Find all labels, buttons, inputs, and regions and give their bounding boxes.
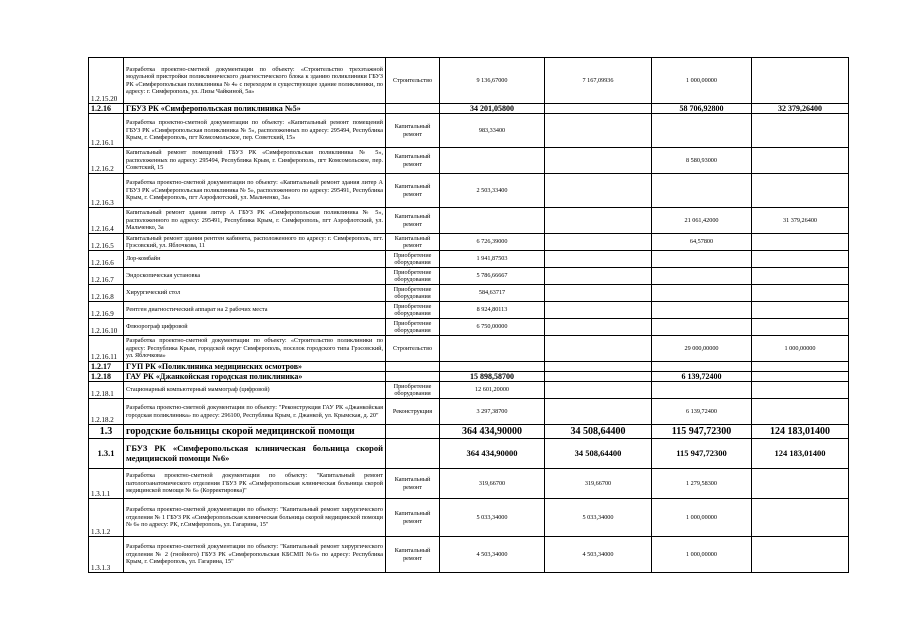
row-value-3 xyxy=(652,302,752,319)
table-row xyxy=(89,499,849,537)
row-description: Стационарный компьютерный маммограф (цифровой) xyxy=(124,382,386,399)
row-value-1: 15 898,58700 xyxy=(440,372,545,382)
row-value-1: 4 503,34000 xyxy=(440,537,545,573)
row-value-2 xyxy=(545,382,652,399)
row-value-4 xyxy=(752,285,849,302)
row-value-4 xyxy=(752,302,849,319)
row-value-4 xyxy=(752,114,849,148)
row-value-3: 115 947,72300 xyxy=(652,425,752,439)
row-value-1: 5 786,66667 xyxy=(440,268,545,285)
row-work-type: Капитальный ремонт xyxy=(386,499,440,537)
row-value-1: 8 924,80113 xyxy=(440,302,545,319)
row-value-4 xyxy=(752,319,849,336)
row-code: 1.3.1.3 xyxy=(89,537,124,573)
row-value-2 xyxy=(545,268,652,285)
row-code: 1.2.16.10 xyxy=(89,319,124,336)
table-row xyxy=(89,319,849,336)
row-value-2: 34 508,64400 xyxy=(545,425,652,439)
row-value-1: 983,33400 xyxy=(440,114,545,148)
row-value-1: 364 434,90000 xyxy=(440,425,545,439)
row-description: Лор-комбайн xyxy=(124,251,386,268)
row-value-1 xyxy=(440,208,545,234)
row-value-1: 5 033,34000 xyxy=(440,499,545,537)
table-row xyxy=(89,372,849,382)
row-value-2 xyxy=(545,174,652,208)
row-value-1 xyxy=(440,148,545,174)
row-code: 1.2.16.6 xyxy=(89,251,124,268)
table-row xyxy=(89,399,849,425)
row-value-2 xyxy=(545,399,652,425)
row-description: Разработка проектно-сметной документации по объекту: "Капитальный ремонт хирургического отделения № 2 (гнойного) ГБУЗ РК «Симферопольская КБСМП №6» по адресу: Республика Крым, г. Симферополь, ул. Гагарина, 15" xyxy=(124,537,386,573)
row-work-type: Приобретение оборудования xyxy=(386,302,440,319)
row-value-4 xyxy=(752,372,849,382)
row-work-type: Приобретение оборудования xyxy=(386,382,440,399)
row-work-type: Приобретение оборудования xyxy=(386,251,440,268)
row-value-2 xyxy=(545,372,652,382)
row-value-1: 12 601,20000 xyxy=(440,382,545,399)
row-work-type: Капитальный ремонт xyxy=(386,114,440,148)
row-code: 1.2.18.2 xyxy=(89,399,124,425)
row-work-type: Капитальный ремонт xyxy=(386,234,440,251)
row-value-2: 319,66700 xyxy=(545,469,652,499)
row-value-4 xyxy=(752,382,849,399)
row-code: 1.2.16.5 xyxy=(89,234,124,251)
row-value-1: 34 201,05800 xyxy=(440,104,545,114)
row-value-3: 1 000,00000 xyxy=(652,499,752,537)
row-value-3: 58 706,92800 xyxy=(652,104,752,114)
table-row xyxy=(89,439,849,469)
table-row xyxy=(89,285,849,302)
row-work-type: Приобретение оборудования xyxy=(386,285,440,302)
row-value-2 xyxy=(545,362,652,372)
row-description: ГАУ РК «Джанкойская городская поликлиника» xyxy=(124,372,386,382)
row-description: городские больницы скорой медицинской помощи xyxy=(124,425,386,439)
row-code: 1.2.16.7 xyxy=(89,268,124,285)
table-row xyxy=(89,234,849,251)
row-code: 1.2.16.8 xyxy=(89,285,124,302)
row-description: Разработка проектно-сметной документации по объекту: "Реконструкция ГАУ РК «Джанкойская городская поликлиника» по адресу: 296100, Республика Крым, г. Джанкой, ул. Крымская, д. 20" xyxy=(124,399,386,425)
row-value-4 xyxy=(752,234,849,251)
budget-table xyxy=(88,57,849,573)
row-value-2 xyxy=(545,114,652,148)
row-value-1 xyxy=(440,362,545,372)
table-row xyxy=(89,336,849,362)
table-row xyxy=(89,537,849,573)
row-work-type: Капитальный ремонт xyxy=(386,208,440,234)
row-code: 1.2.16 xyxy=(89,104,124,114)
row-value-1 xyxy=(440,336,545,362)
row-description: Капитальный ремонт здания рентген кабинета, расположенного по адресу: г. Симферополь, пгт. Грэсовский, ул. Яблочкова, 11 xyxy=(124,234,386,251)
row-description: Хирургический стол xyxy=(124,285,386,302)
table-row xyxy=(89,469,849,499)
row-description: ГБУЗ РК «Симферопольская поликлиника №5» xyxy=(124,104,386,114)
row-value-3 xyxy=(652,362,752,372)
row-work-type xyxy=(386,362,440,372)
row-value-3: 115 947,72300 xyxy=(652,439,752,469)
row-work-type xyxy=(386,372,440,382)
row-value-4 xyxy=(752,362,849,372)
row-value-4 xyxy=(752,174,849,208)
row-code: 1.2.16.3 xyxy=(89,174,124,208)
row-code: 1.2.17 xyxy=(89,362,124,372)
row-code: 1.3.1.1 xyxy=(89,469,124,499)
row-description: Капитальный ремонт здания литер А ГБУЗ РК «Симферопольская поликлиника № 5», расположенного по адресу: 295491, Республика Крым, г. Симферополь, пгт Аэрофлотский, ул. Мальченко, 3а xyxy=(124,208,386,234)
row-value-2 xyxy=(545,336,652,362)
table-row xyxy=(89,58,849,104)
row-work-type xyxy=(386,104,440,114)
row-value-3: 29 000,00000 xyxy=(652,336,752,362)
row-work-type xyxy=(386,425,440,439)
row-description: Разработка проектно-сметной документации по объекту: «Строительство трехэтажной модульной пристройки поликлинического диагностического блока к зданию поликлиники ГБУЗ РК «Симферопольская поликлиника № 4» с переходом в существующее здание поликлиники, по адресу: г. Симферополь, ул. Лизы Чайкиной, 5а» xyxy=(124,58,386,104)
row-value-2: 7 167,09936 xyxy=(545,58,652,104)
row-value-1: 1 941,87503 xyxy=(440,251,545,268)
row-work-type xyxy=(386,439,440,469)
table-row xyxy=(89,114,849,148)
table-row xyxy=(89,148,849,174)
table-row xyxy=(89,362,849,372)
row-work-type: Строительство xyxy=(386,336,440,362)
row-value-2 xyxy=(545,208,652,234)
row-value-2 xyxy=(545,234,652,251)
row-description: Флюорограф цифровой xyxy=(124,319,386,336)
row-value-3 xyxy=(652,319,752,336)
row-value-4: 1 000,00000 xyxy=(752,336,849,362)
row-value-2: 5 033,34000 xyxy=(545,499,652,537)
row-value-2 xyxy=(545,104,652,114)
row-description: Разработка проектно-сметной документации по объекту: «Капитальный ремонт здания литер А ГБУЗ РК «Симферопольская поликлиника № 5», расположенного по адресу: 295491, Республика Крым, г. Симферополь, пгт Аэрофлотский, ул. Мальченко, 3а» xyxy=(124,174,386,208)
row-value-1: 584,63717 xyxy=(440,285,545,302)
row-work-type: Капитальный ремонт xyxy=(386,174,440,208)
row-description: Разработка проектно-сметной документации по объекту: "Капитальный ремонт хирургического отделения № 1 ГБУЗ РК «Симферопольская клиническая больница скорой медицинской помощи № 6» по адресу: РК, г.Симферополь, ул. Гагарина, 15" xyxy=(124,499,386,537)
row-value-3 xyxy=(652,268,752,285)
row-value-1: 3 297,38700 xyxy=(440,399,545,425)
row-description: ГУП РК «Поликлиника медицинских осмотров» xyxy=(124,362,386,372)
row-work-type: Капитальный ремонт xyxy=(386,148,440,174)
row-value-4 xyxy=(752,251,849,268)
row-value-3 xyxy=(652,382,752,399)
row-value-3 xyxy=(652,285,752,302)
table-row xyxy=(89,302,849,319)
table-row xyxy=(89,382,849,399)
row-code: 1.3 xyxy=(89,425,124,439)
row-value-1: 319,66700 xyxy=(440,469,545,499)
row-work-type: Приобретение оборудования xyxy=(386,319,440,336)
row-value-1: 9 136,67000 xyxy=(440,58,545,104)
row-description: Эндоскопическая установка xyxy=(124,268,386,285)
row-value-2 xyxy=(545,302,652,319)
row-value-3 xyxy=(652,251,752,268)
row-code: 1.2.16.9 xyxy=(89,302,124,319)
row-code: 1.2.16.11 xyxy=(89,336,124,362)
row-value-4: 31 379,26400 xyxy=(752,208,849,234)
row-description: Разработка проектно-сметной документации по объекту: "Капитальный ремонт патологоанатомического отделения ГБУЗ РК «Симферопольская клиническая больница скорой медицинской помощи № 6» (Корректировка)" xyxy=(124,469,386,499)
row-description: ГБУЗ РК «Симферопольская клиническая больница скорой медицинской помощи №6» xyxy=(124,439,386,469)
row-value-4: 124 183,01400 xyxy=(752,439,849,469)
row-code: 1.3.1.2 xyxy=(89,499,124,537)
row-work-type: Приобретение оборудования xyxy=(386,268,440,285)
row-value-4 xyxy=(752,58,849,104)
row-value-2: 34 508,64400 xyxy=(545,439,652,469)
row-value-4: 32 379,26400 xyxy=(752,104,849,114)
row-value-3: 6 139,72400 xyxy=(652,372,752,382)
row-value-3: 8 580,93000 xyxy=(652,148,752,174)
document-sheet xyxy=(88,57,849,573)
row-description: Разработка проектно-сметной документации по объекту: «Капитальный ремонт помещений ГБУЗ РК «Симферопольская поликлиника № 5», расположенных по адресу: 295494, Республика Крым, г. Симферополь, пгт Комсомольское, пер. Советский, 15» xyxy=(124,114,386,148)
row-value-4 xyxy=(752,469,849,499)
row-value-3 xyxy=(652,174,752,208)
row-value-4 xyxy=(752,399,849,425)
row-value-1: 364 434,90000 xyxy=(440,439,545,469)
row-value-4: 124 183,01400 xyxy=(752,425,849,439)
row-value-2 xyxy=(545,285,652,302)
row-work-type: Строительство xyxy=(386,58,440,104)
row-description: Рентген диагностический аппарат на 2 рабочих места xyxy=(124,302,386,319)
row-value-1: 2 503,33400 xyxy=(440,174,545,208)
table-row xyxy=(89,268,849,285)
row-value-3 xyxy=(652,114,752,148)
row-description: Разработка проектно-сметной документации по объекту: «Строительство поликлиники по адресу: Республика Крым, городской округ Симферополь, поселок городского типа Грэсовский, ул. Яблочкова» xyxy=(124,336,386,362)
row-work-type: Капитальный ремонт xyxy=(386,537,440,573)
row-value-2: 4 503,34000 xyxy=(545,537,652,573)
row-code: 1.2.15.20 xyxy=(89,58,124,104)
row-code: 1.3.1 xyxy=(89,439,124,469)
row-value-2 xyxy=(545,251,652,268)
row-value-1: 6 726,39000 xyxy=(440,234,545,251)
row-work-type: Реконструкция xyxy=(386,399,440,425)
row-value-3: 21 061,42000 xyxy=(652,208,752,234)
row-value-4 xyxy=(752,499,849,537)
table-row xyxy=(89,208,849,234)
table-row xyxy=(89,251,849,268)
row-value-3: 1 279,58300 xyxy=(652,469,752,499)
row-value-3: 1 000,00000 xyxy=(652,58,752,104)
table-body xyxy=(89,58,849,573)
row-work-type: Капитальный ремонт xyxy=(386,469,440,499)
row-value-1: 6 750,00000 xyxy=(440,319,545,336)
table-row xyxy=(89,425,849,439)
row-code: 1.2.16.1 xyxy=(89,114,124,148)
row-value-4 xyxy=(752,148,849,174)
row-value-4 xyxy=(752,537,849,573)
row-value-2 xyxy=(545,319,652,336)
row-code: 1.2.16.2 xyxy=(89,148,124,174)
row-value-4 xyxy=(752,268,849,285)
table-row xyxy=(89,174,849,208)
table-row xyxy=(89,104,849,114)
row-code: 1.2.16.4 xyxy=(89,208,124,234)
row-code: 1.2.18.1 xyxy=(89,382,124,399)
row-description: Капитальный ремонт помещений ГБУЗ РК «Симферопольская поликлиника № 5», расположенных по адресу: 295494, Республика Крым, г. Симферополь, пгт Комсомольское, пер. Советский, 15 xyxy=(124,148,386,174)
row-code: 1.2.18 xyxy=(89,372,124,382)
row-value-3: 64,57800 xyxy=(652,234,752,251)
row-value-3: 1 000,00000 xyxy=(652,537,752,573)
row-value-3: 6 139,72400 xyxy=(652,399,752,425)
row-value-2 xyxy=(545,148,652,174)
